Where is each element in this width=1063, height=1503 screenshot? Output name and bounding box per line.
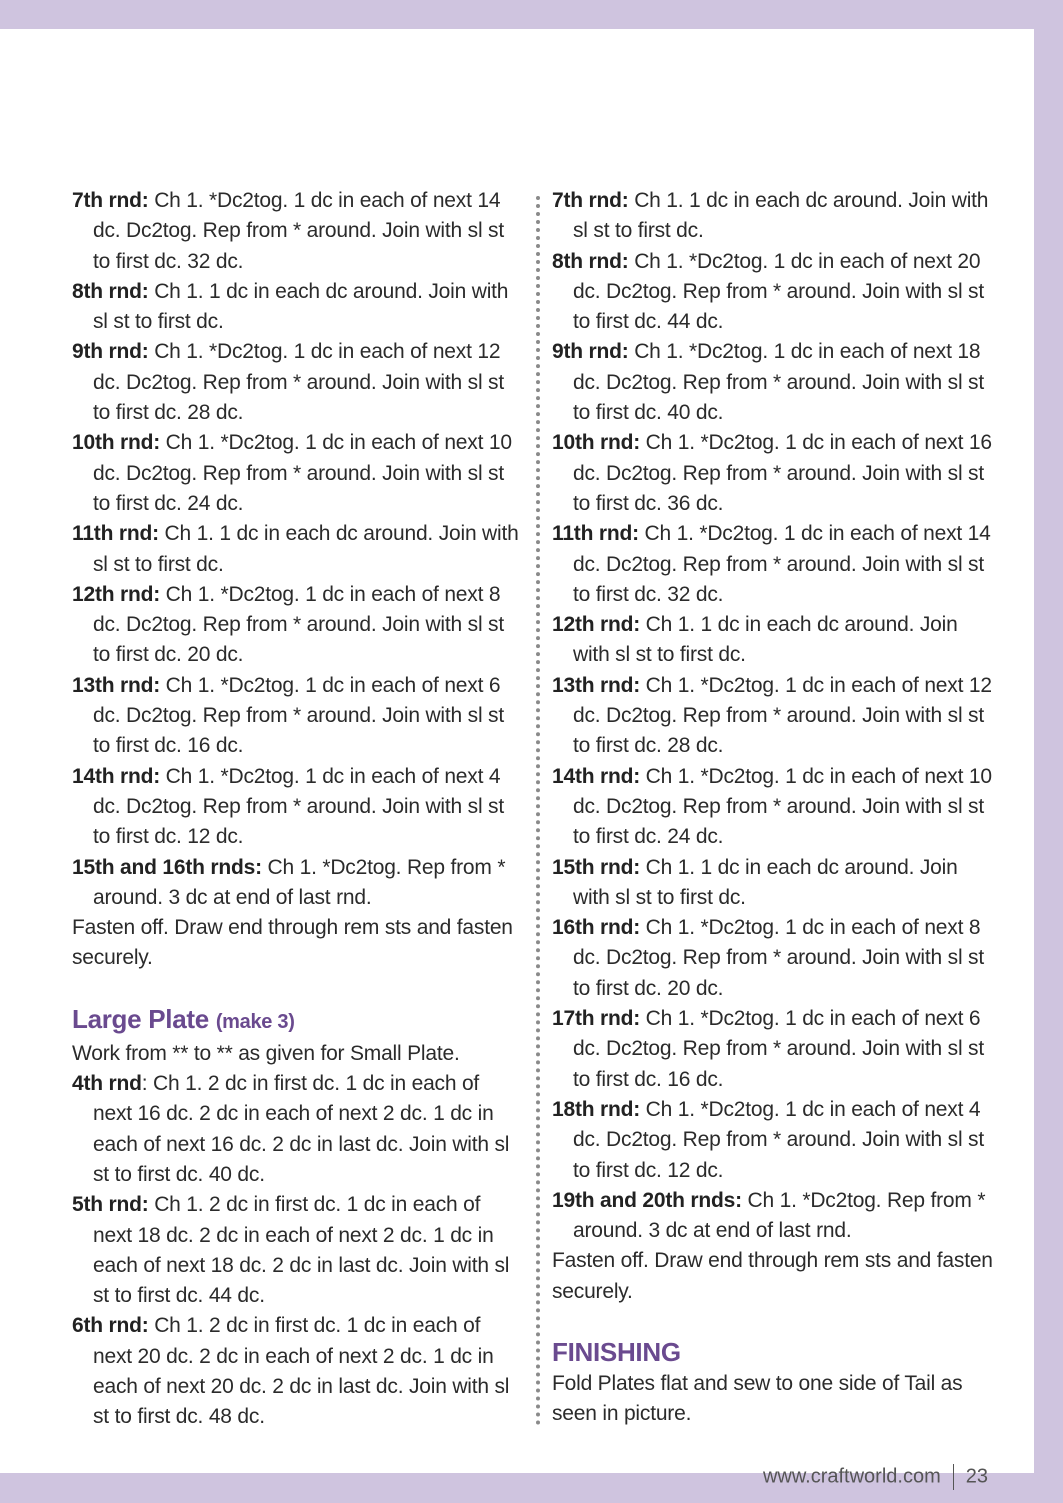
pattern-round	[552, 913, 998, 1004]
round-label: 14th rnd:	[552, 764, 641, 788]
pattern-round	[72, 1190, 520, 1311]
pattern-round	[72, 853, 520, 914]
round-label: 12th rnd:	[552, 613, 641, 637]
pattern-round	[552, 186, 998, 247]
pattern-round	[552, 1004, 998, 1095]
column-divider	[536, 196, 540, 1426]
large-plate-rounds	[72, 1069, 520, 1433]
left-column	[72, 186, 520, 1433]
round-text: Ch 1. 1 dc in each dc around. Join with sl st to first dc.	[573, 613, 958, 667]
footer-separator	[953, 1464, 954, 1490]
pattern-round	[72, 519, 520, 580]
right-fasten-off: Fasten off. Draw end through rem sts and fasten securely.	[552, 1249, 993, 1303]
round-label: 19th and 20th rnds:	[552, 1188, 742, 1212]
page	[0, 29, 1034, 1488]
round-text: Ch 1. 1 dc in each dc around. Join with sl st to first dc.	[573, 855, 958, 909]
pattern-round	[552, 610, 998, 671]
large-plate-title: Large Plate	[72, 1003, 209, 1034]
round-text: Ch 1. 1 dc in each dc around. Join with sl st to first dc.	[573, 189, 989, 243]
left-fasten-off: Fasten off. Draw end through rem sts and fasten securely.	[72, 916, 513, 970]
round-label: 13th rnd:	[552, 673, 641, 697]
pattern-round	[552, 853, 998, 914]
pattern-round	[552, 247, 998, 338]
pattern-round	[552, 519, 998, 610]
pattern-round	[72, 277, 520, 338]
round-label: 16th rnd:	[552, 916, 641, 940]
round-text: Ch 1. *Dc2tog. 1 dc in each of next 12 dc. Dc2tog. Rep from * around. Join with sl st to first dc. 28 dc.	[573, 673, 992, 758]
pattern-round	[72, 1311, 520, 1432]
round-label: 14th rnd:	[72, 764, 161, 788]
round-label: 13th rnd:	[72, 673, 161, 697]
round-label: 4th rnd	[72, 1072, 142, 1096]
round-text: Ch 1. *Dc2tog. 1 dc in each of next 20 dc. Dc2tog. Rep from * around. Join with sl st to first dc. 44 dc.	[573, 249, 984, 334]
round-text: Ch 1. *Dc2tog. Rep from * around. 3 dc at end of last rnd.	[573, 1188, 986, 1243]
pattern-round	[72, 1069, 520, 1190]
pattern-round	[552, 671, 998, 762]
pattern-round	[72, 337, 520, 428]
finishing-text: Fold Plates flat and sew to one side of Tail as seen in picture.	[552, 1371, 963, 1426]
round-text: Ch 1. *Dc2tog. 1 dc in each of next 14 dc. Dc2tog. Rep from * around. Join with sl st to first dc. 32 dc.	[93, 189, 504, 273]
round-text: Ch 1. *Dc2tog. 1 dc in each of next 18 dc. Dc2tog. Rep from * around. Join with sl st to first dc. 40 dc.	[573, 340, 984, 425]
round-label: 10th rnd:	[552, 431, 641, 455]
round-label: 9th rnd:	[72, 340, 149, 364]
footer-url[interactable]: www.craftworld.com	[762, 1465, 941, 1488]
round-text: Ch 1. 2 dc in first dc. 1 dc in each of next 20 dc. 2 dc in each of next 2 dc. 1 dc in each of next 20 dc. 2 dc in last dc. Join with sl st to first dc. 48 dc.	[93, 1314, 510, 1429]
round-label: 15th and 16th rnds:	[72, 855, 262, 879]
round-text: Ch 1. *Dc2tog. 1 dc in each of next 10 dc. Dc2tog. Rep from * around. Join with sl st to first dc. 24 dc.	[573, 764, 992, 849]
round-label: 11th rnd:	[72, 522, 159, 546]
round-text: Ch 1. *Dc2tog. 1 dc in each of next 4 dc. Dc2tog. Rep from * around. Join with sl st to first dc. 12 dc.	[93, 764, 504, 849]
round-text: Ch 1. *Dc2tog. 1 dc in each of next 4 dc. Dc2tog. Rep from * around. Join with sl st to first dc. 12 dc.	[573, 1097, 984, 1182]
round-text: Ch 1. *Dc2tog. 1 dc in each of next 8 dc. Dc2tog. Rep from * around. Join with sl st to first dc. 20 dc.	[573, 916, 984, 1000]
large-plate-subtitle: (make 3)	[215, 1010, 295, 1033]
pattern-round	[72, 671, 520, 762]
pattern-round	[72, 428, 520, 519]
pattern-round	[72, 186, 520, 277]
round-label: 15th rnd:	[552, 855, 641, 879]
round-label: 7th rnd:	[72, 189, 149, 212]
round-label: 7th rnd:	[552, 189, 629, 212]
large-plate-intro: Work from ** to ** as given for Small Plate.	[72, 1041, 460, 1065]
pattern-round	[72, 580, 520, 671]
pattern-round	[552, 337, 998, 428]
round-label: 18th rnd:	[552, 1097, 641, 1121]
large-plate-heading	[72, 1002, 520, 1039]
round-text: Ch 1. *Dc2tog. 1 dc in each of next 6 dc. Dc2tog. Rep from * around. Join with sl st to first dc. 16 dc.	[573, 1007, 984, 1091]
round-label: 8th rnd:	[72, 279, 149, 303]
round-text: Ch 1. 2 dc in first dc. 1 dc in each of next 18 dc. 2 dc in each of next 2 dc. 1 dc in each of next 18 dc. 2 dc in last dc. Join with sl st to first dc. 44 dc.	[93, 1193, 510, 1308]
footer	[763, 1464, 988, 1490]
pattern-round	[552, 428, 998, 519]
pattern-round	[72, 762, 520, 853]
round-text: Ch 1. *Dc2tog. 1 dc in each of next 8 dc. Dc2tog. Rep from * around. Join with sl st to first dc. 20 dc.	[93, 582, 504, 667]
round-label: 10th rnd:	[72, 431, 161, 455]
round-label: 6th rnd:	[72, 1314, 149, 1338]
round-text: Ch 1. 1 dc in each dc around. Join with sl st to first dc.	[93, 522, 519, 576]
round-label: 9th rnd:	[552, 340, 629, 364]
round-text: : Ch 1. 2 dc in first dc. 1 dc in each of next 16 dc. 2 dc in each of next 2 dc. 1 dc in each of next 16 dc. 2 dc in last dc. Join with sl st to first dc. 40 dc.	[93, 1072, 510, 1186]
finishing-heading: FINISHING	[552, 1336, 681, 1367]
round-label: 11th rnd:	[552, 522, 639, 546]
round-text: Ch 1. *Dc2tog. 1 dc in each of next 16 dc. Dc2tog. Rep from * around. Join with sl st to first dc. 36 dc.	[573, 431, 992, 515]
right-rounds	[552, 186, 998, 1246]
page-number: 23	[965, 1465, 988, 1488]
round-text: Ch 1. *Dc2tog. 1 dc in each of next 6 dc. Dc2tog. Rep from * around. Join with sl st to first dc. 16 dc.	[93, 673, 504, 758]
round-text: Ch 1. *Dc2tog. Rep from * around. 3 dc at end of last rnd.	[93, 855, 506, 909]
right-column	[552, 186, 998, 1430]
round-label: 5th rnd:	[72, 1193, 149, 1217]
pattern-round	[552, 1186, 998, 1247]
round-text: Ch 1. *Dc2tog. 1 dc in each of next 12 dc. Dc2tog. Rep from * around. Join with sl st to first dc. 28 dc.	[93, 340, 504, 425]
pattern-round	[552, 762, 998, 853]
round-label: 12th rnd:	[72, 582, 161, 606]
round-label: 8th rnd:	[552, 249, 629, 273]
round-text: Ch 1. 1 dc in each dc around. Join with sl st to first dc.	[93, 279, 509, 334]
left-rounds	[72, 186, 520, 913]
round-label: 17th rnd:	[552, 1007, 641, 1031]
round-text: Ch 1. *Dc2tog. 1 dc in each of next 14 dc. Dc2tog. Rep from * around. Join with sl st to first dc. 32 dc.	[573, 522, 991, 606]
pattern-round	[552, 1095, 998, 1186]
round-text: Ch 1. *Dc2tog. 1 dc in each of next 10 dc. Dc2tog. Rep from * around. Join with sl st to first dc. 24 dc.	[93, 431, 512, 515]
